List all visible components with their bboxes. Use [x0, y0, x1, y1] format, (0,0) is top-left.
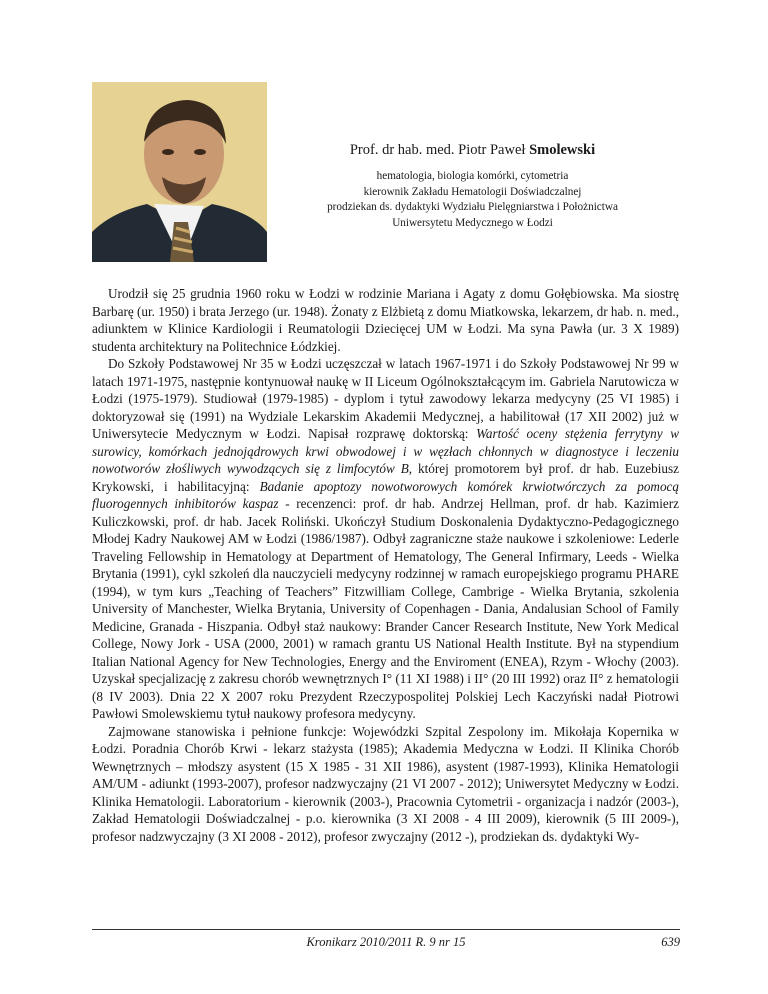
footer-divider	[92, 929, 680, 930]
author-name-prefix: Prof. dr hab. med. Piotr Paweł	[349, 142, 530, 158]
education-text: , której promotorem był prof. dr hab. Euzebiusz Krykowski, i habilitacyjną:	[92, 461, 679, 494]
author-header	[290, 142, 655, 231]
author-role-line: prodziekan ds. dydaktyki Wydziału Pielęgniarstwa i Położnictwa	[327, 201, 618, 214]
author-role-line: Uniwersytetu Medycznego w Łodzi	[392, 216, 553, 229]
portrait-illustration	[92, 82, 267, 262]
doctoral-thesis-title: Wartość oceny stężenia ferrytyny w surowicy, komórkach jednojądrowych krwi obwodowej i w węzłach chłonnych w diagnostyce i leczeniu nowotworów złośliwych wywodzących się z limfocytów B	[92, 426, 679, 476]
paragraph-positions: Zajmowane stanowiska i pełnione funkcje: Wojewódzki Szpital Zespolony im. Mikołaja Kopernika w Łodzi. Poradnia Chorób Krwi - lekarz stażysta (1985); Akademia Medyczna w Łodzi. II Klinika Chorób Wewnętrznych – młodszy asystent (15 X 1985 - 31 XII 1986), asystent (1987-1993), Klinika Hematologii AM/UM - adiunkt (1993-2007), profesor nadzwyczajny (21 VI 2007 - 2012); Uniwersytet Medyczny w Łodzi. Klinika Hematologii. Laboratorium - kierownik (2003-), Pracownia Cytometrii - organizacja i nadzór (2003-), Zakład Hematologii Doświadczalnej - p.o. kierownika (3 XI 2008 - 4 III 2009), kierownik (5 III 2009-), profesor nadzwyczajny (3 XI 2008 - 2012), profesor zwyczajny (2012 -), prodziekan ds. dydaktyki Wy-	[92, 723, 679, 844]
author-surname: Smolewski	[529, 142, 596, 158]
author-role-line: hematologia, biologia komórki, cytometria	[376, 170, 569, 182]
habilitation-thesis-title: Badanie apoptozy nowotworowych komórek krwiotwórczych za pomocą fluorogennych inhibitorów kaspaz	[92, 478, 679, 511]
biography-text	[92, 285, 679, 845]
portrait-photo	[92, 82, 267, 262]
education-text: - recenzenci: prof. dr hab. Andrzej Hellman, prof. dr hab. Kazimierz Kuliczkowski, prof. dr hab. Jacek Roliński. Ukończył Studium Doskonalenia Dydaktyczno-Pedagogicznego Młodej Kadry Naukowej AM w Łodzi (1986/1987). Odbył zagraniczne staże naukowe i szkoleniowe: Lederle Traveling Fellowship in Hematology at Department of Hematology, The General Infirmary, Leeds - Wielka Brytania (1991), cykl szkoleń dla nauczycieli medycyny rodzinnej w ramach europejskiego programu PHARE (1994), w tym kurs „Teaching of Teachers” Fitzwilliam College, Cambrige - Wielka Brytania, szkolenia University of Manchester, Wielka Brytania, University of Copenhagen - Dania, Andalusian School of Family Medicine, Granada - Hiszpania. Odbył staż naukowy: Brander Cancer Research Institute, New York Medical College, Nowy Jork - USA (2000, 2001) w ramach grantu US National Health Institute. Był na stypendium Italian National Agency for New Technologies, Energy and the Enviroment (ENEA), Rzym - Włochy (2003). Uzyskał specjalizację z zakresu chorób wewnętrznych I° (11 XI 1988) i II° (20 III 1992) oraz II° z hematologii (8 IV 2003). Dnia 22 X 2007 roku Prezydent Rzeczypospolitej Polskiej Lech Kaczyński nadał Piotrowi Pawłowi Smolewskiemu tytuł naukowy profesora medycyny.	[92, 496, 680, 721]
paragraph-family: Urodził się 25 grudnia 1960 roku w Łodzi w rodzinie Mariana i Agaty z domu Gołębiowska. Ma siostrę Barbarę (ur. 1950) i brata Jerzego (ur. 1948). Żonaty z Elżbietą z domu Miatkowska, lekarzem, dr hab. n. med., adiunktem w Klinice Kardiologii i Reumatologii Dziecięcej UM w Łodzi. Ma syna Pawła (ur. 3 X 1989) studenta architektury na Politechnice Łódzkiej.	[92, 286, 680, 354]
author-name	[290, 142, 655, 159]
author-role-line: kierownik Zakładu Hematologii Doświadczalnej	[363, 185, 582, 198]
paragraph-education	[92, 355, 679, 723]
journal-citation: Kronikarz 2010/2011 R. 9 nr 15	[306, 935, 466, 949]
page-number: 639	[661, 935, 680, 949]
education-text: Do Szkoły Podstawowej Nr 35 w Łodzi uczęszczał w latach 1967-1971 i do Szkoły Podstawowej Nr 99 w latach 1971-1975, następnie kontynuował naukę w II Liceum Ogólnokształcącym im. Gabriela Narutowicza w Łodzi (1975-1979). Studiował (1979-1985) - dyplom i tytuł zawodowy lekarza medycyny (25 VI 1985) i doktoryzował się (1991) na Wydziale Lekarskim Akademii Medycznej, a habilitował (17 XII 2002) już w Uniwersytecie Medycznym w Łodzi. Napisał rozprawę doktorską:	[92, 356, 679, 441]
